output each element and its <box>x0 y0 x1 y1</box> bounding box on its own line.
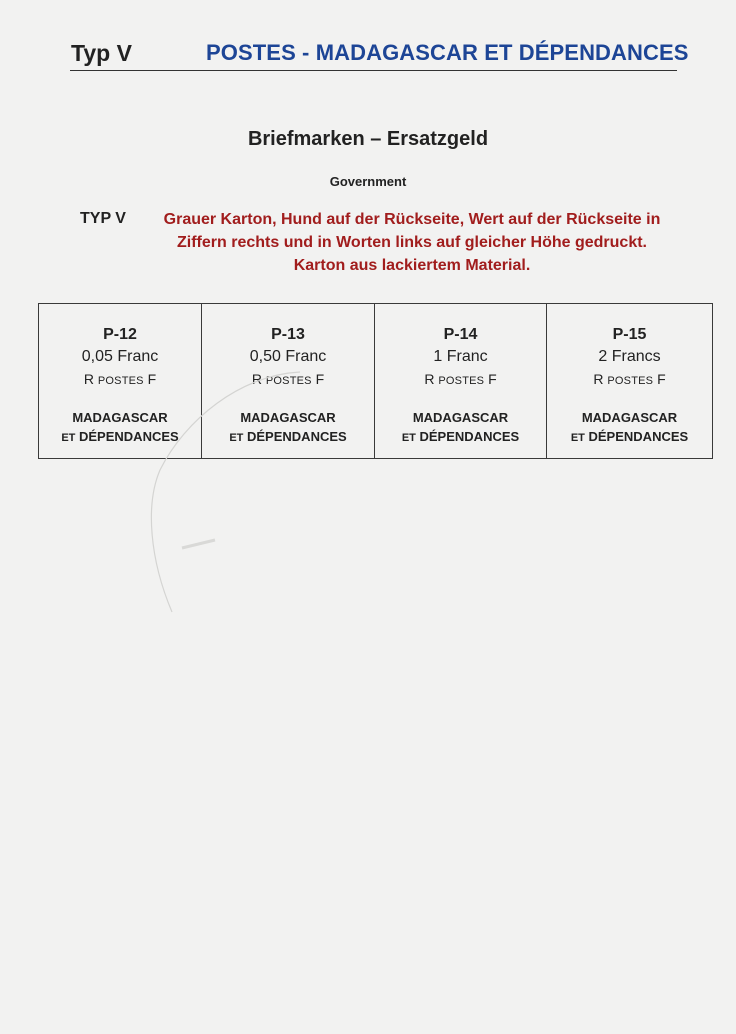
country-line2: DÉPENDANCES <box>247 429 347 444</box>
stamp-cell-p12 <box>39 304 202 458</box>
postes-mid: POSTES <box>607 375 654 387</box>
header-divider <box>70 70 677 71</box>
country-line1: MADAGASCAR <box>581 410 678 425</box>
stamp-country <box>547 408 712 448</box>
postes-right: F <box>488 371 497 387</box>
description-line: Grauer Karton, Hund auf der Rückseite, Wert auf der Rückseite in <box>163 211 661 228</box>
postes-mid: POSTES <box>438 375 485 387</box>
stamp-code: P-14 <box>443 326 478 343</box>
stamp-cell-p13 <box>202 304 375 458</box>
stamp-country <box>202 408 374 448</box>
postes-left: R <box>83 371 94 387</box>
postes-mid: POSTES <box>97 375 144 387</box>
postes-mid: POSTES <box>265 375 312 387</box>
postes-right: F <box>147 371 157 387</box>
header-type-label: Typ V <box>71 40 132 66</box>
postes-right: F <box>657 371 666 387</box>
stamp-postes <box>202 368 374 392</box>
stamp-value: 0,50 Franc <box>249 348 327 365</box>
country-et: ET <box>61 432 76 444</box>
postes-left: R <box>593 371 604 387</box>
stamp-table <box>38 303 713 459</box>
stamp-value: 0,05 Franc <box>81 348 159 365</box>
stamp-postes <box>547 368 712 392</box>
postes-right: F <box>315 371 325 387</box>
stamp-code: P-12 <box>103 326 137 343</box>
stamp-country <box>39 408 201 448</box>
stamp-country <box>375 408 546 448</box>
stamp-postes <box>375 368 546 392</box>
country-line1: MADAGASCAR <box>412 410 509 425</box>
stamp-postes <box>39 368 201 392</box>
country-et: ET <box>401 432 416 444</box>
country-line1: MADAGASCAR <box>240 410 336 425</box>
country-et: ET <box>229 432 244 444</box>
page-title: Briefmarken – Ersatzgeld <box>247 128 489 150</box>
country-line1: MADAGASCAR <box>72 410 168 425</box>
type-label: TYP V <box>80 210 126 227</box>
description-line: Karton aus lackiertem Material. <box>293 257 531 274</box>
country-et: ET <box>570 432 585 444</box>
country-line2: DÉPENDANCES <box>79 429 179 444</box>
stamp-value: 2 Francs <box>598 348 661 365</box>
type-description <box>152 208 672 277</box>
stamp-value: 1 Franc <box>433 348 488 365</box>
postes-left: R <box>424 371 435 387</box>
country-line2: DÉPENDANCES <box>419 429 520 444</box>
stamp-code: P-15 <box>612 326 647 343</box>
stamp-code: P-13 <box>271 326 305 343</box>
stamp-cell-p14 <box>375 304 547 458</box>
postes-left: R <box>251 371 262 387</box>
description-line: Ziffern rechts und in Worten links auf gleicher Höhe gedruckt. <box>177 234 647 251</box>
page-subtitle: Government <box>329 174 407 189</box>
header-title: POSTES - MADAGASCAR ET DÉPENDANCES <box>206 40 689 65</box>
country-line2: DÉPENDANCES <box>588 429 689 444</box>
stamp-cell-p15 <box>547 304 712 458</box>
